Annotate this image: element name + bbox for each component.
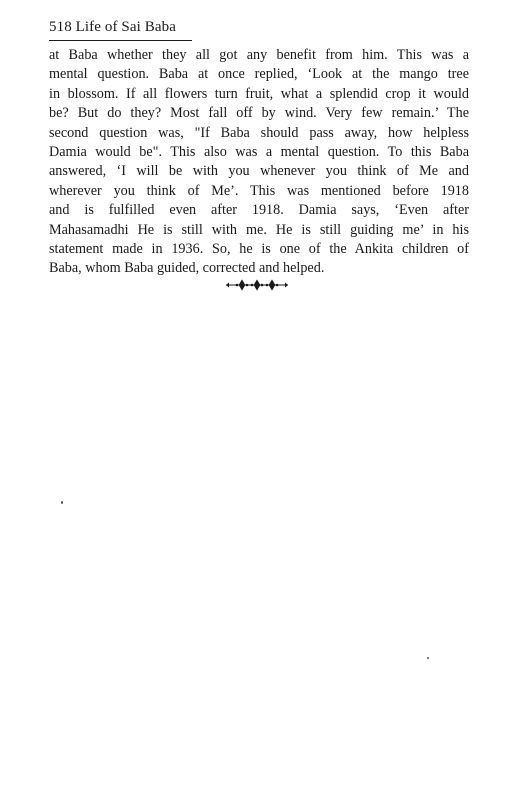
paragraph-line: answered, ‘I will be with you whenever you think of Me and [49,163,469,180]
paragraph-line: mental question. Baba at once replied, ‘Look at the mango tree [49,66,469,83]
paragraph-line: Mahasamadhi He is still with me. He is still guiding me’ in his [49,221,469,238]
paragraph-line: be? But do they? Most fall off by wind. Very few remain.’ The [49,105,469,122]
paragraph-line: Baba, whom Baba guided, corrected and helped. [49,260,325,277]
running-head: 518 Life of Sai Baba [49,19,176,35]
paragraph-line: statement made in 1936. So, he is one of the Ankita children of [49,241,469,258]
paragraph-line: at Baba whether they all got any benefit from him. This was a [49,47,469,63]
body-paragraph [49,46,469,279]
scan-speck [61,501,63,504]
paragraph-line: wherever you think of Me’. This was mentioned before 1918 [49,182,469,199]
paragraph-line: second question was, "If Baba should pass away, how helpless [49,124,469,141]
scan-speck [427,657,429,659]
paragraph-line: Damia would be". This also was a mental question. To this Baba [49,144,469,161]
paragraph-line: in blossom. If all flowers turn fruit, what a splendid crop it would [49,85,469,102]
running-head-underline [49,40,192,41]
paragraph-line: and is fulfilled even after 1918. Damia says, ‘Even after [49,202,469,219]
section-end-ornament-icon [226,279,288,291]
